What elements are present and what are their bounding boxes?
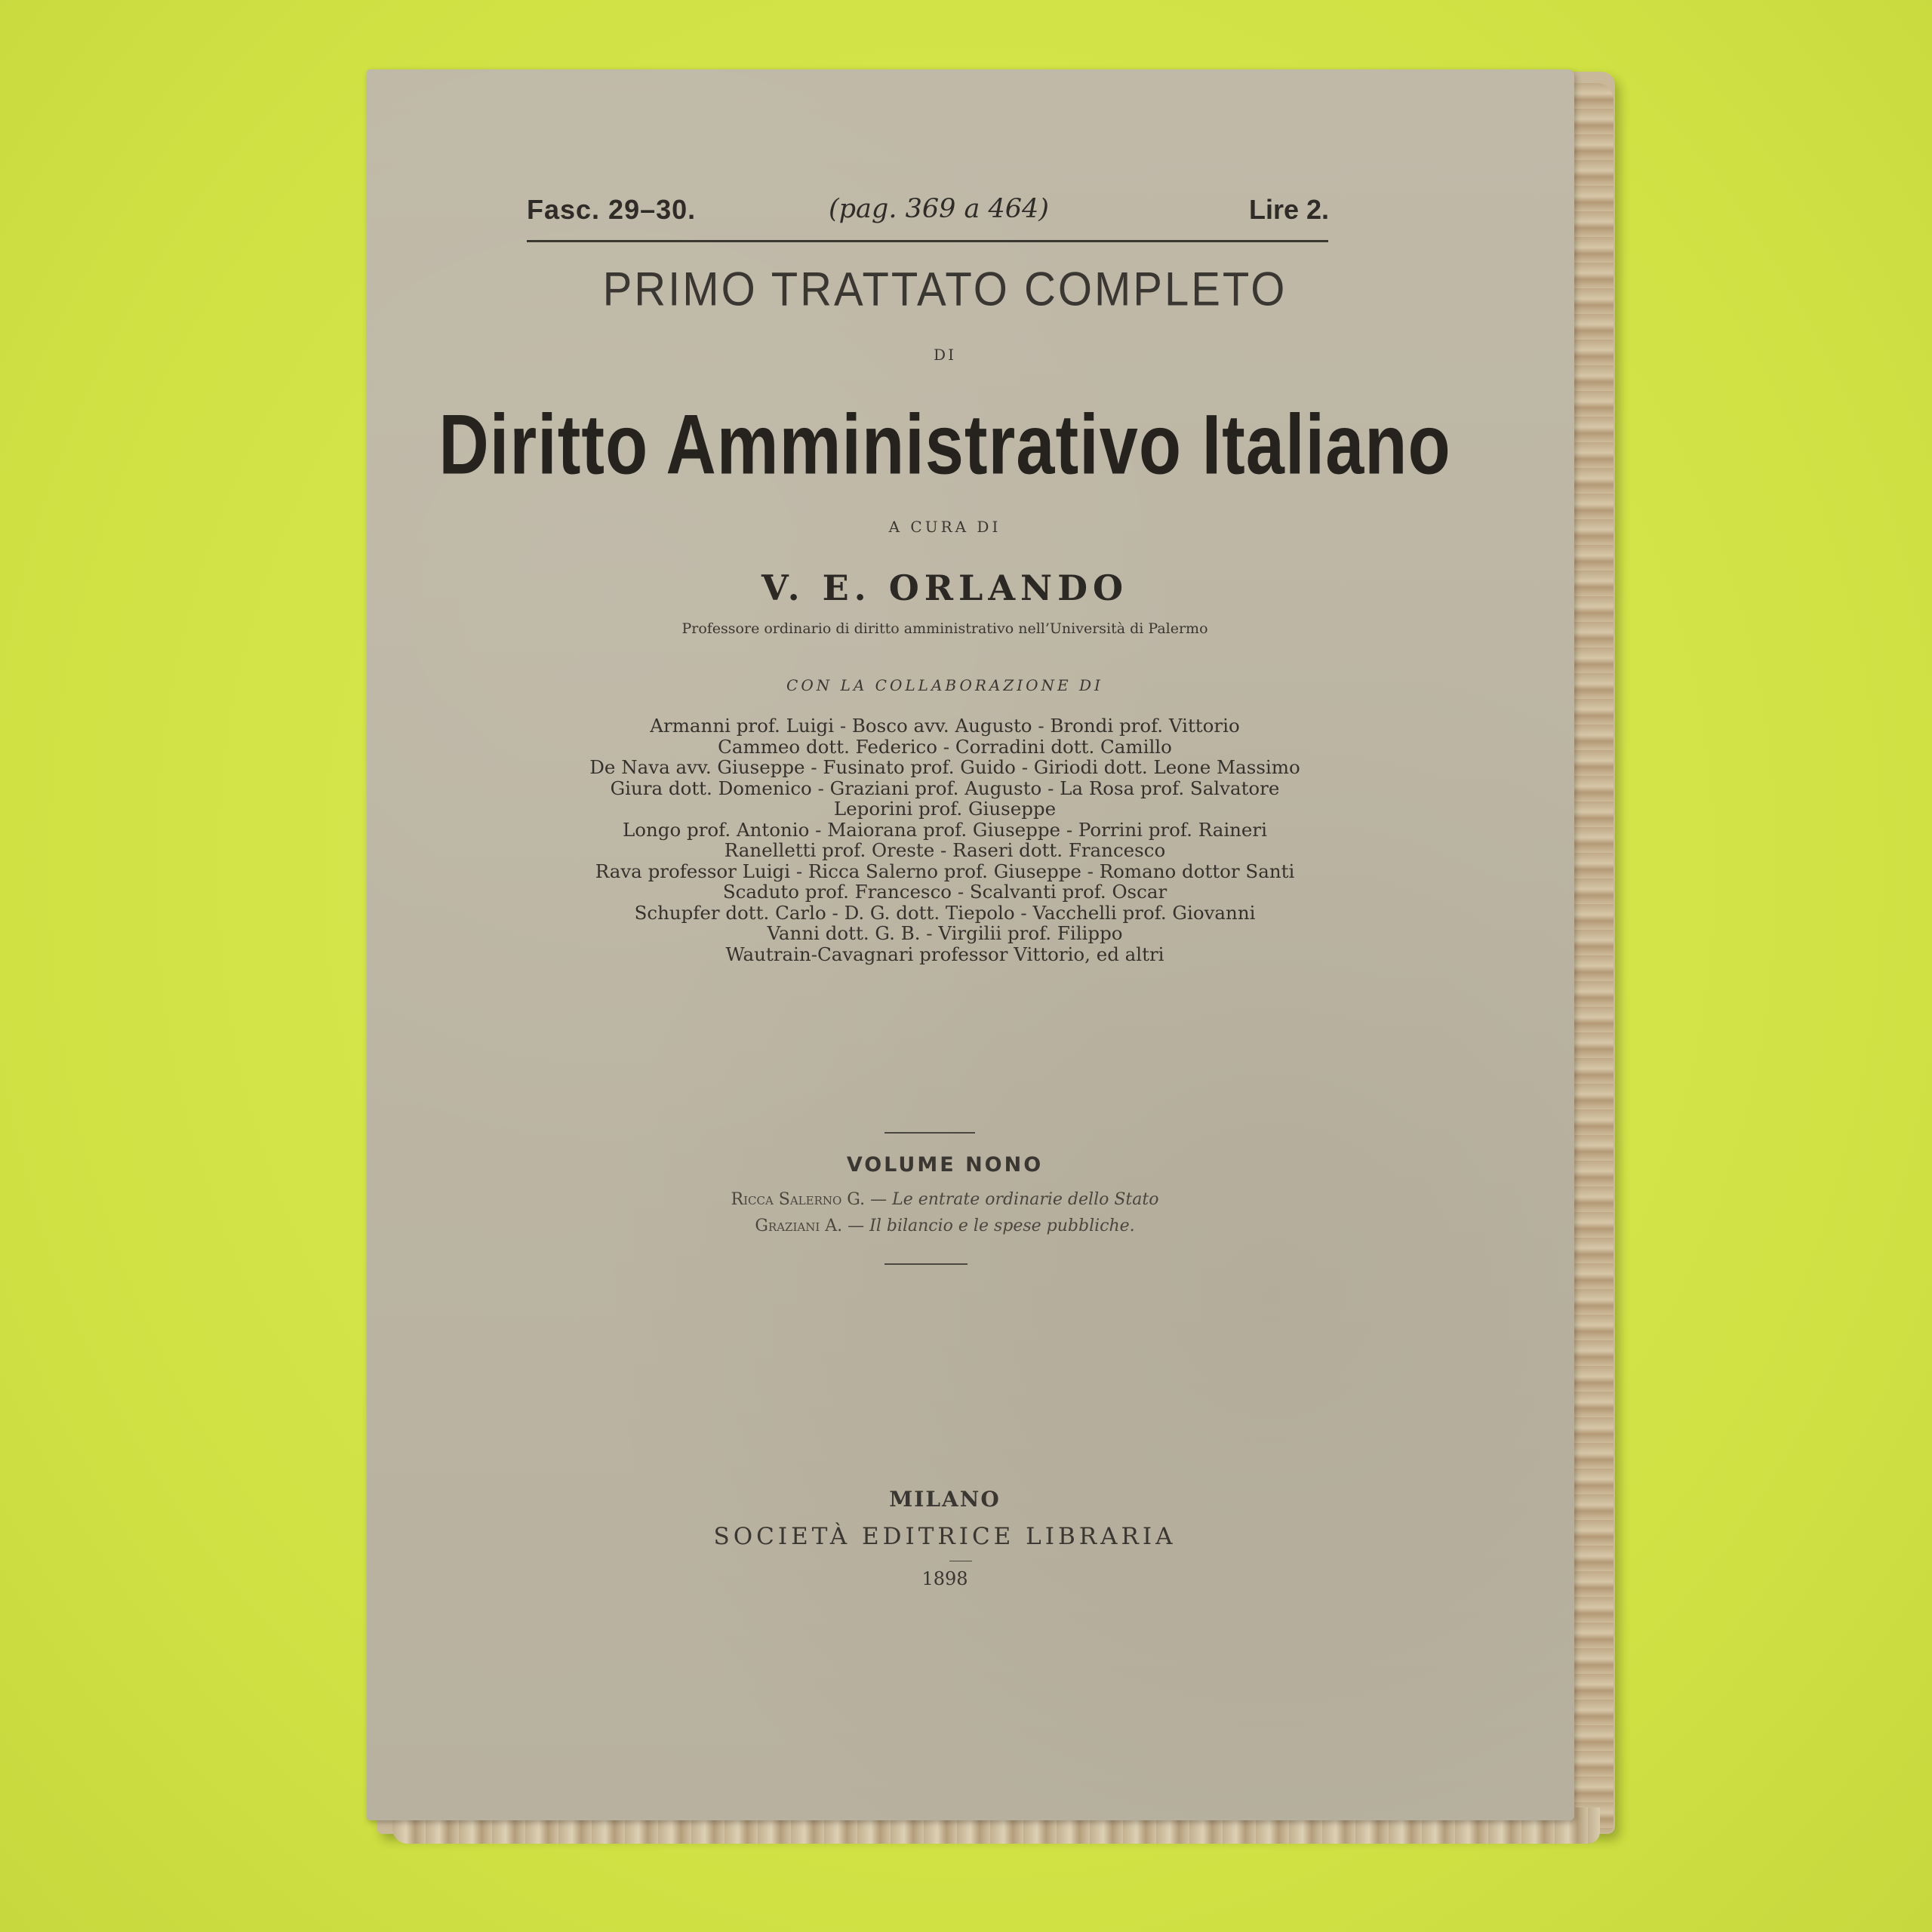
collaborator-line: Schupfer dott. Carlo - D. G. dott. Tiepolo - Vacchelli prof. Giovanni — [634, 901, 1256, 924]
volume-rule-bottom — [884, 1263, 968, 1265]
cover-text-layer — [367, 69, 1574, 1820]
volume-content-2 — [341, 1217, 1549, 1235]
volume-label: VOLUME NONO — [846, 1153, 1044, 1177]
collaborator-line: Vanni dott. G. B. - Virgilii prof. Filippo — [767, 922, 1123, 944]
collaborator-line: Giura dott. Domenico - Graziani prof. Augusto - La Rosa prof. Salvatore — [610, 777, 1280, 799]
imprint-publisher: SOCIETÀ EDITRICE LIBRARIA — [713, 1523, 1177, 1550]
collaborator-line: Scaduto prof. Francesco - Scalvanti prof. Oscar — [722, 881, 1168, 903]
collaborators-list — [341, 715, 1549, 964]
volume-content-1 — [341, 1190, 1549, 1209]
volume-rule-top — [884, 1132, 975, 1134]
editor-affiliation: Professore ordinario di diritto amministrativo nell’Università di Palermo — [681, 620, 1208, 637]
pre-title: PRIMO TRATTATO COMPLETO — [602, 263, 1287, 316]
collaborator-line: Wautrain-Cavagnari professor Vittorio, ed altri — [725, 943, 1164, 965]
page-range: (pag. 369 a 464) — [829, 194, 1049, 224]
imprint-year: 1898 — [921, 1568, 968, 1589]
collaborator-line: De Nava avv. Giuseppe - Fusinato prof. Guido - Giriodi dott. Leone Massimo — [589, 756, 1300, 778]
content-author: Ricca Salerno G. — — [731, 1190, 888, 1209]
fascicle-number: Fasc. 29–30. — [527, 194, 697, 225]
editor-intro: A CURA DI — [888, 518, 1001, 536]
header-rule — [527, 240, 1328, 242]
collaborator-line: Armanni prof. Luigi - Bosco avv. Augusto - Brondi prof. Vittorio — [650, 715, 1240, 737]
price: Lire 2. — [1249, 194, 1330, 225]
collaborator-line: Ranelletti prof. Oreste - Raseri dott. Francesco — [724, 839, 1166, 861]
imprint-city: MILANO — [889, 1487, 1001, 1512]
collaborator-line: Cammeo dott. Federico - Corradini dott. Camillo — [718, 735, 1172, 758]
deckle-edge-right — [1570, 83, 1614, 1834]
collaborator-line: Longo prof. Antonio - Maiorana prof. Giuseppe - Porrini prof. Raineri — [623, 818, 1267, 841]
content-work: Le entrate ordinarie dello Stato — [892, 1190, 1159, 1209]
content-author: Graziani A. — — [755, 1217, 865, 1235]
main-title: Diritto Amministrativo Italiano — [438, 398, 1451, 493]
collaborators-intro: CON LA COLLABORAZIONE DI — [786, 676, 1103, 694]
collaborator-line: Leporini prof. Giuseppe — [833, 798, 1057, 820]
content-work: Il bilancio e le spese pubbliche. — [869, 1217, 1135, 1235]
editor-name: V. E. ORLANDO — [761, 568, 1129, 608]
collaborator-line: Rava professor Luigi - Ricca Salerno prof. Giuseppe - Romano dottor Santi — [595, 860, 1295, 882]
title-connector: DI — [934, 346, 956, 364]
